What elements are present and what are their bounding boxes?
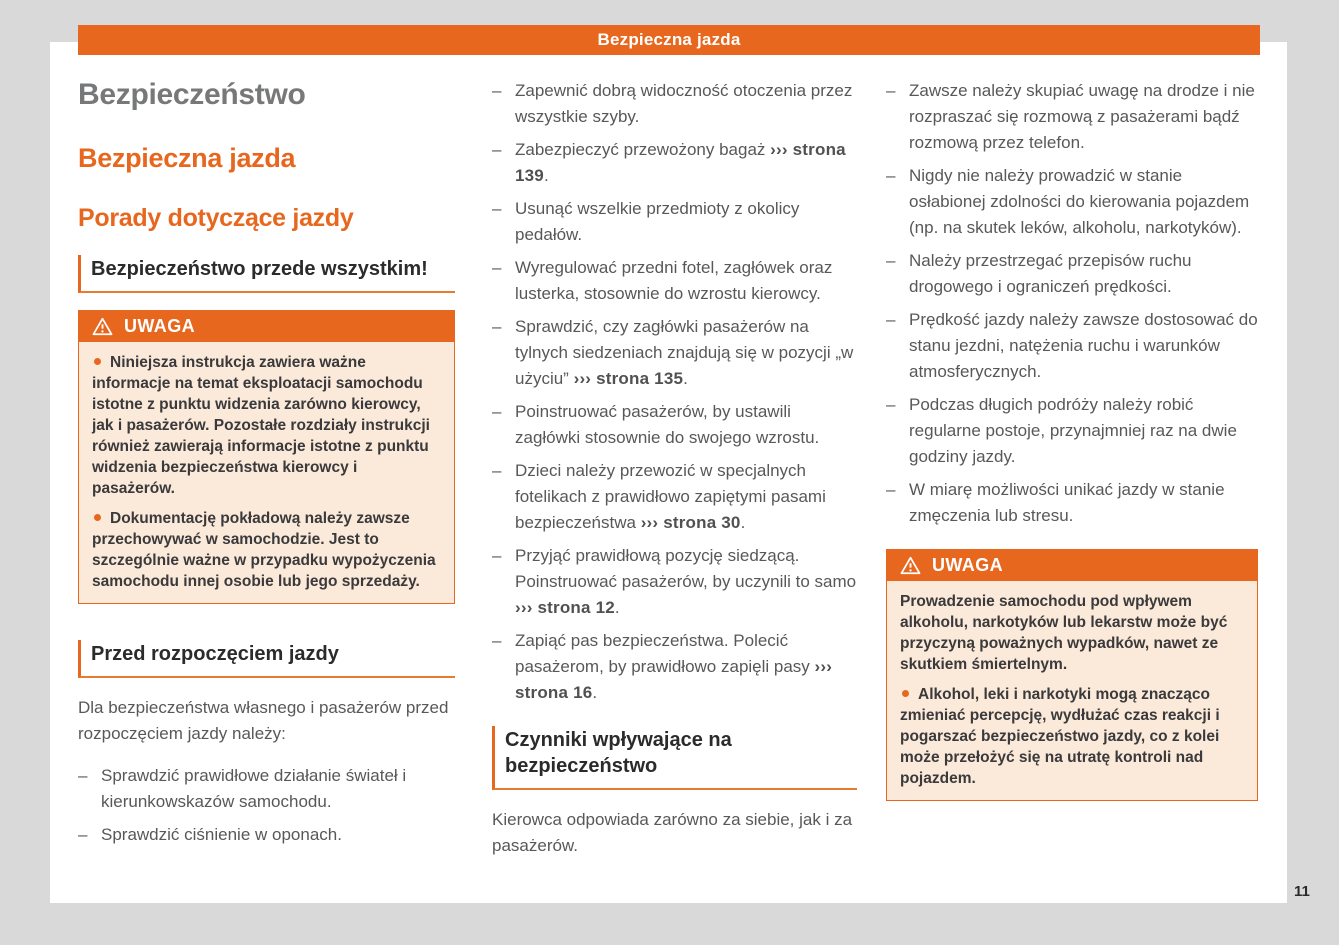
list-item-text: Podczas długich podróży należy robić regularne postoje, przynajmniej raz na dwie godziny jazdy. — [909, 395, 1237, 466]
dash-marker: – — [492, 402, 502, 421]
page-number: 11 — [1294, 883, 1310, 900]
list-item-text: Sprawdzić ciśnienie w oponach. — [101, 825, 342, 844]
item-text: Zapiąć pas bezpieczeństwa. Polecić pasażerom, by prawidłowo zapięli pasy — [515, 631, 815, 676]
item-text: Przyjąć prawidłową pozycję siedzącą. Poinstruować pasażerów, by uczynili to samo — [515, 546, 857, 591]
list-item — [886, 307, 1258, 385]
warning-label: UWAGA — [932, 555, 1003, 575]
warning-paragraph — [92, 352, 442, 499]
column-left — [78, 78, 455, 875]
dash-marker: – — [492, 546, 502, 565]
warning-body — [887, 581, 1257, 800]
dash-marker: – — [492, 631, 502, 650]
warning-triangle-icon — [92, 317, 113, 336]
warning-text: Alkohol, leki i narkotyki mogą znacząco zmieniać percepcję, wydłużać czas reakcji i pogarszać bezpieczeństwo jazdy, co z kolei może przełożyć się na utratę kontroli nad pojazdem. — [900, 686, 1220, 787]
warning-box-right — [886, 549, 1258, 801]
list-item-text: Sprawdzić prawidłowe działanie świateł i kierunkowskazów samochodu. — [101, 766, 407, 811]
warning-header — [79, 311, 454, 342]
list-item — [886, 248, 1258, 300]
list-item-text — [515, 458, 857, 536]
warning-paragraph: Prowadzenie samochodu pod wpływem alkoholu, narkotyków lub lekarstw może być przyczyną poważnych wypadków, nawet ze skutkiem śmiertelnym. — [900, 593, 1228, 673]
list-item-text — [515, 78, 857, 130]
page-reference: ››› strona 16 — [515, 657, 833, 702]
dash-marker: – — [886, 480, 896, 499]
item-text: Zapewnić dobrą widoczność otoczenia przez wszystkie szyby. — [515, 81, 853, 126]
list-item — [492, 399, 857, 451]
list-item-text: W miarę możliwości unikać jazdy w stanie zmęczenia lub stresu. — [909, 480, 1225, 525]
list-item-text — [515, 196, 857, 248]
warning-body — [79, 342, 454, 603]
warning-header — [887, 550, 1257, 581]
list-item-text — [515, 399, 857, 451]
page-reference: ››› strona 30 — [640, 513, 741, 532]
warning-text: Niniejsza instrukcja zawiera ważne informacje na temat eksploatacji samochodu istotne z punktu widzenia zarówno kierowcy, jak i pasażerów. Pozostałe rozdziały instrukcji również zawierają informacje istotne z punktu widzenia bezpieczeństwa kierowcy i pasażerów. — [92, 354, 430, 497]
list-item-text: Należy przestrzegać przepisów ruchu drogowego i ograniczeń prędkości. — [909, 251, 1192, 296]
page-reference: ››› strona 139 — [515, 140, 846, 185]
bullet-dot — [94, 358, 101, 365]
section-heading-safety-first: Bezpieczeństwo przede wszystkim! — [78, 255, 455, 293]
warning-box-left — [78, 310, 455, 604]
column-middle — [492, 78, 857, 875]
warning-paragraph — [900, 684, 1245, 789]
list-item-text — [515, 255, 857, 307]
list-item — [492, 78, 857, 130]
list-item — [78, 763, 455, 815]
dash-marker: – — [492, 317, 502, 336]
item-text: . — [683, 369, 688, 388]
dash-marker: – — [886, 251, 896, 270]
list-item — [78, 822, 455, 848]
list-item — [492, 255, 857, 307]
warning-triangle-icon — [900, 556, 921, 575]
item-text: . — [740, 513, 746, 532]
list-item — [886, 392, 1258, 470]
bullet-dot — [902, 690, 909, 697]
bullet-dot — [94, 514, 101, 521]
dash-marker: – — [886, 166, 896, 185]
page-content — [78, 78, 1260, 875]
list-item — [886, 163, 1258, 241]
warning-text: Dokumentację pokładową należy zawsze przechowywać w samochodzie. Jest to szczególnie ważne w przypadku wypożyczenia samochodu innej osobie lub jego sprzedaży. — [92, 510, 436, 590]
section-title-orange: Bezpieczna jazda — [78, 143, 296, 173]
topic-title-orange: Porady dotyczące jazdy — [78, 204, 354, 232]
item-text: . — [614, 598, 620, 617]
item-text: Poinstruować pasażerów, by ustawili zagłówki stosownie do swojego wzrostu. — [515, 402, 820, 447]
list-item — [492, 137, 857, 189]
page-reference: ››› strona 12 — [515, 598, 615, 617]
dash-marker: – — [492, 461, 502, 480]
list-item-text — [515, 628, 857, 706]
list-item-text — [515, 314, 857, 392]
dash-marker: – — [492, 140, 502, 159]
page-header-title: Bezpieczna jazda — [597, 30, 741, 49]
section-heading-before-driving: Przed rozpoczęciem jazdy — [78, 640, 455, 678]
dash-marker: – — [78, 825, 88, 844]
dash-marker: – — [886, 81, 896, 100]
list-item-text: Zawsze należy skupiać uwagę na drodze i nie rozpraszać się rozmową z pasażerami bądź rozmową przez telefon. — [909, 81, 1255, 152]
list-item — [492, 314, 857, 392]
dash-marker: – — [78, 766, 88, 785]
item-text: Usunąć wszelkie przedmioty z okolicy pedałów. — [515, 199, 800, 244]
manual-page — [50, 30, 1287, 903]
item-text: . — [543, 166, 549, 185]
dash-marker: – — [492, 258, 502, 277]
dash-marker: – — [492, 199, 502, 218]
section-paragraph: Kierowca odpowiada zarówno za siebie, jak i za pasażerów. — [492, 810, 853, 855]
list-item — [886, 477, 1258, 529]
dash-marker: – — [492, 81, 502, 100]
item-text: Zabezpieczyć przewożony bagaż — [515, 140, 771, 159]
list-item-text — [515, 137, 857, 189]
column-right — [886, 78, 1258, 875]
chapter-title: Bezpieczeństwo — [78, 78, 306, 111]
item-text: Sprawdzić, czy zagłówki pasażerów na tylnych siedzeniach znajdują się w pozycji „w użyciu” — [515, 317, 854, 388]
item-text: Wyregulować przedni fotel, zagłówek oraz lusterka, stosownie do wzrostu kierowcy. — [515, 258, 833, 303]
warning-label: UWAGA — [124, 316, 195, 336]
page-reference: ››› strona 135 — [573, 369, 684, 388]
item-text: Dzieci należy przewozić w specjalnych fotelikach z prawidłowo zapiętymi pasami bezpieczeństwa — [515, 461, 826, 532]
section-heading-safety-factors: Czynniki wpływające na bezpieczeństwo — [492, 726, 857, 790]
list-item-text: Nigdy nie należy prowadzić w stanie osłabionej zdolności do kierowania pojazdem (np. na skutek leków, alkoholu, narkotyków). — [909, 166, 1250, 237]
intro-paragraph: Dla bezpieczeństwa własnego i pasażerów przed rozpoczęciem jazdy należy: — [78, 698, 449, 743]
dash-marker: – — [886, 395, 896, 414]
item-text: . — [592, 683, 598, 702]
list-item — [492, 628, 857, 706]
list-item — [492, 196, 857, 248]
list-item — [886, 78, 1258, 156]
list-item — [492, 458, 857, 536]
list-item — [492, 543, 857, 621]
warning-paragraph — [92, 508, 442, 592]
list-item-text: Prędkość jazdy należy zawsze dostosować do stanu jezdni, natężenia ruchu i warunków atmosferycznych. — [909, 310, 1258, 381]
page-header-bar — [78, 25, 1260, 55]
dash-marker: – — [886, 310, 896, 329]
list-item-text — [515, 543, 857, 621]
